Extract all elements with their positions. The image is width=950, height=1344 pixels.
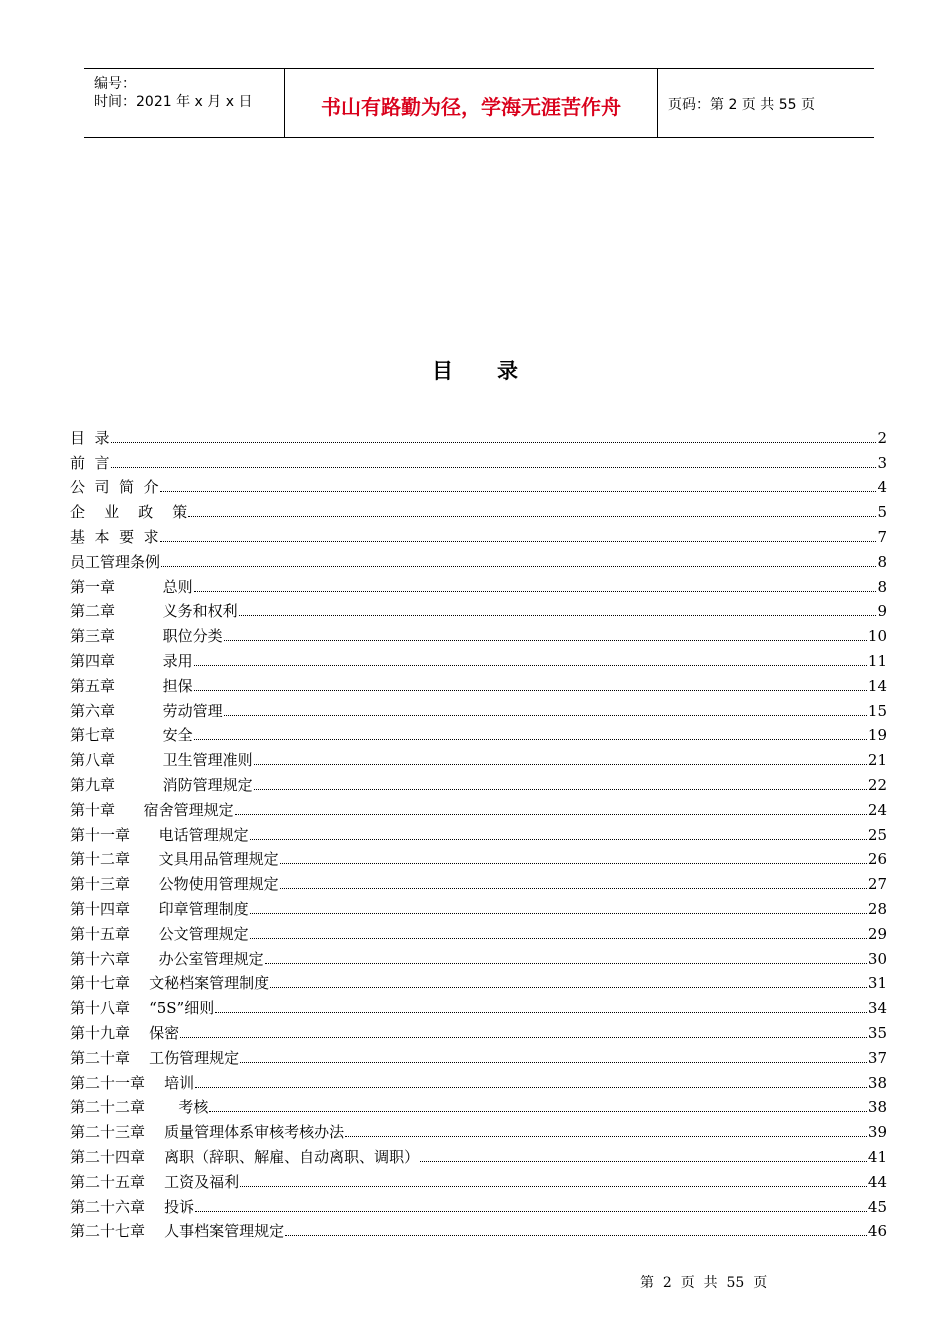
toc-entry-page: 8: [877, 577, 887, 596]
toc-leader-dots: [195, 1211, 867, 1212]
toc-entry-page: 14: [867, 676, 887, 695]
toc-entry[interactable]: [70, 744, 887, 769]
toc-leader-dots: [224, 715, 867, 716]
toc-leader-dots: [188, 516, 876, 517]
toc-entry-page: 34: [867, 999, 887, 1018]
toc-entry[interactable]: [70, 1067, 887, 1092]
toc-entry-label: 第十五章 公文管理规定: [70, 924, 249, 943]
toc-leader-dots: [250, 938, 867, 939]
toc-entry[interactable]: [70, 968, 887, 993]
toc-leader-dots: [215, 1012, 867, 1013]
toc-leader-dots: [239, 615, 877, 616]
toc-leader-dots: [265, 963, 867, 964]
header-motto-cell: [284, 69, 658, 137]
toc-entry[interactable]: [70, 472, 887, 497]
toc-leader-dots: [161, 566, 876, 567]
toc-entry-label: 第十二章 文具用品管理规定: [70, 850, 279, 869]
toc-leader-dots: [194, 665, 867, 666]
toc-entry-page: 7: [877, 527, 887, 546]
toc-entry[interactable]: [70, 943, 887, 968]
toc-entry[interactable]: [70, 720, 887, 745]
header-motto: 书山有路勤为径，学海无涯苦作舟: [321, 95, 621, 119]
table-of-contents: [70, 422, 887, 1240]
toc-entry[interactable]: [70, 645, 887, 670]
toc-entry-page: 2: [877, 428, 887, 447]
toc-entry[interactable]: [70, 596, 887, 621]
toc-entry[interactable]: [70, 893, 887, 918]
toc-leader-dots: [111, 467, 877, 468]
toc-entry[interactable]: [70, 918, 887, 943]
toc-entry-page: 25: [867, 825, 887, 844]
toc-entry-label: 第九章 消防管理规定: [70, 775, 253, 794]
toc-leader-dots: [194, 739, 867, 740]
toc-leader-dots: [194, 690, 867, 691]
toc-entry-label: 第二十二章 考核: [70, 1098, 209, 1117]
toc-entry-page: 37: [867, 1048, 887, 1067]
toc-entry-page: 11: [867, 651, 887, 670]
toc-entry[interactable]: [70, 447, 887, 472]
toc-entry-page: 26: [867, 850, 887, 869]
toc-leader-dots: [160, 491, 877, 492]
toc-entry[interactable]: [70, 1042, 887, 1067]
toc-entry-page: 46: [867, 1222, 887, 1241]
toc-entry-label: 第六章 劳动管理: [70, 701, 223, 720]
toc-entry-label: 目 录: [70, 428, 110, 447]
toc-entry[interactable]: [70, 546, 887, 571]
toc-leader-dots: [224, 640, 867, 641]
toc-leader-dots: [194, 591, 877, 592]
toc-entry-label: 第十章 宿舍管理规定: [70, 800, 234, 819]
toc-entry-label: 第二十章 工伤管理规定: [70, 1048, 240, 1067]
toc-entry[interactable]: [70, 496, 887, 521]
toc-entry-page: 21: [867, 751, 887, 770]
toc-entry[interactable]: [70, 1017, 887, 1042]
toc-entry-label: 第十一章 电话管理规定: [70, 825, 249, 844]
header-info-cell: [84, 69, 284, 137]
page-footer: 第 2 页 共 55 页: [640, 1275, 768, 1291]
toc-entry[interactable]: [70, 1166, 887, 1191]
toc-entry-label: 第十七章 文秘档案管理制度: [70, 974, 270, 993]
toc-entry[interactable]: [70, 819, 887, 844]
toc-entry[interactable]: [70, 1191, 887, 1216]
toc-entry-label: 第二十六章 投诉: [70, 1197, 195, 1216]
toc-entry-page: 8: [877, 552, 887, 571]
toc-entry[interactable]: [70, 620, 887, 645]
toc-entry-label: 第八章 卫生管理准则: [70, 751, 253, 770]
toc-entry[interactable]: [70, 422, 887, 447]
header-page-cell: [658, 69, 874, 137]
toc-entry[interactable]: [70, 794, 887, 819]
toc-entry-label: 基 本 要 求: [70, 527, 159, 546]
toc-leader-dots: [209, 1111, 867, 1112]
toc-entry-page: 38: [867, 1098, 887, 1117]
toc-entry-label: 第四章 录用: [70, 651, 193, 670]
toc-entry[interactable]: [70, 695, 887, 720]
page-header: [84, 68, 874, 138]
toc-entry[interactable]: [70, 1116, 887, 1141]
toc-entry[interactable]: [70, 670, 887, 695]
toc-entry-page: 24: [867, 800, 887, 819]
toc-entry-page: 3: [877, 453, 887, 472]
toc-entry-label: 第二十七章 人事档案管理规定: [70, 1222, 285, 1241]
document-date: 时间：2021 年 x 月 x 日: [94, 94, 253, 110]
toc-leader-dots: [240, 1062, 867, 1063]
toc-entry[interactable]: [70, 1092, 887, 1117]
toc-entry-label: 第三章 职位分类: [70, 627, 223, 646]
toc-entry-page: 19: [867, 726, 887, 745]
toc-entry-label: 第七章 安全: [70, 726, 193, 745]
toc-leader-dots: [240, 1186, 867, 1187]
toc-leader-dots: [285, 1235, 867, 1236]
toc-entry-page: 30: [867, 949, 887, 968]
toc-entry-label: 第十三章 公物使用管理规定: [70, 875, 279, 894]
toc-entry[interactable]: [70, 868, 887, 893]
toc-entry-page: 22: [867, 775, 887, 794]
toc-entry-label: 第二十一章 培训: [70, 1073, 195, 1092]
toc-entry-page: 4: [877, 478, 887, 497]
toc-entry[interactable]: [70, 1216, 887, 1241]
document-number-label: 编号：: [94, 76, 136, 92]
toc-entry-label: 第十九章 保密: [70, 1023, 180, 1042]
toc-entry-page: 31: [867, 974, 887, 993]
toc-entry-page: 27: [867, 875, 887, 894]
toc-leader-dots: [250, 913, 867, 914]
toc-entry-page: 28: [867, 899, 887, 918]
toc-entry[interactable]: [70, 571, 887, 596]
toc-entry-page: 45: [867, 1197, 887, 1216]
toc-leader-dots: [254, 789, 867, 790]
toc-entry-label: 第十六章 办公室管理规定: [70, 949, 264, 968]
toc-entry-page: 10: [867, 627, 887, 646]
toc-entry[interactable]: [70, 992, 887, 1017]
toc-leader-dots: [420, 1161, 867, 1162]
toc-leader-dots: [160, 541, 877, 542]
toc-entry[interactable]: [70, 521, 887, 546]
toc-entry[interactable]: [70, 844, 887, 869]
toc-entry-label: 员工管理条例: [70, 552, 161, 571]
toc-entry[interactable]: [70, 1141, 887, 1166]
toc-entry-label: 第十四章 印章管理制度: [70, 899, 249, 918]
toc-leader-dots: [270, 987, 867, 988]
header-page-info: 页码：第 2 页 共 55 页: [668, 97, 815, 113]
toc-entry-page: 35: [867, 1023, 887, 1042]
toc-leader-dots: [195, 1087, 867, 1088]
toc-entry-page: 9: [877, 602, 887, 621]
toc-entry-page: 29: [867, 924, 887, 943]
toc-leader-dots: [254, 764, 867, 765]
toc-entry-label: 第一章 总则: [70, 577, 193, 596]
toc-leader-dots: [111, 442, 877, 443]
toc-entry[interactable]: [70, 769, 887, 794]
toc-entry-label: 企 业 政 策: [70, 503, 188, 522]
toc-leader-dots: [180, 1037, 867, 1038]
toc-entry-page: 39: [867, 1123, 887, 1142]
toc-leader-dots: [235, 814, 867, 815]
toc-entry-page: 15: [867, 701, 887, 720]
toc-entry-page: 38: [867, 1073, 887, 1092]
toc-leader-dots: [345, 1136, 867, 1137]
toc-leader-dots: [250, 839, 867, 840]
toc-entry-label: 第二十五章 工资及福利: [70, 1172, 240, 1191]
toc-entry-label: 前 言: [70, 453, 110, 472]
toc-leader-dots: [280, 863, 867, 864]
toc-entry-label: 第五章 担保: [70, 676, 193, 695]
toc-entry-label: 第十八章 “5S”细则: [70, 999, 215, 1018]
toc-entry-label: 第二十三章 质量管理体系审核考核办法: [70, 1123, 345, 1142]
toc-entry-page: 44: [867, 1172, 887, 1191]
toc-title: 目录: [432, 359, 562, 383]
toc-entry-page: 5: [877, 503, 887, 522]
toc-entry-label: 第二十四章 离职（辞职、解雇、自动离职、调职）: [70, 1147, 420, 1166]
toc-entry-label: 第二章 义务和权利: [70, 602, 238, 621]
toc-leader-dots: [280, 888, 867, 889]
toc-entry-page: 41: [867, 1147, 887, 1166]
toc-entry-label: 公 司 简 介: [70, 478, 159, 497]
